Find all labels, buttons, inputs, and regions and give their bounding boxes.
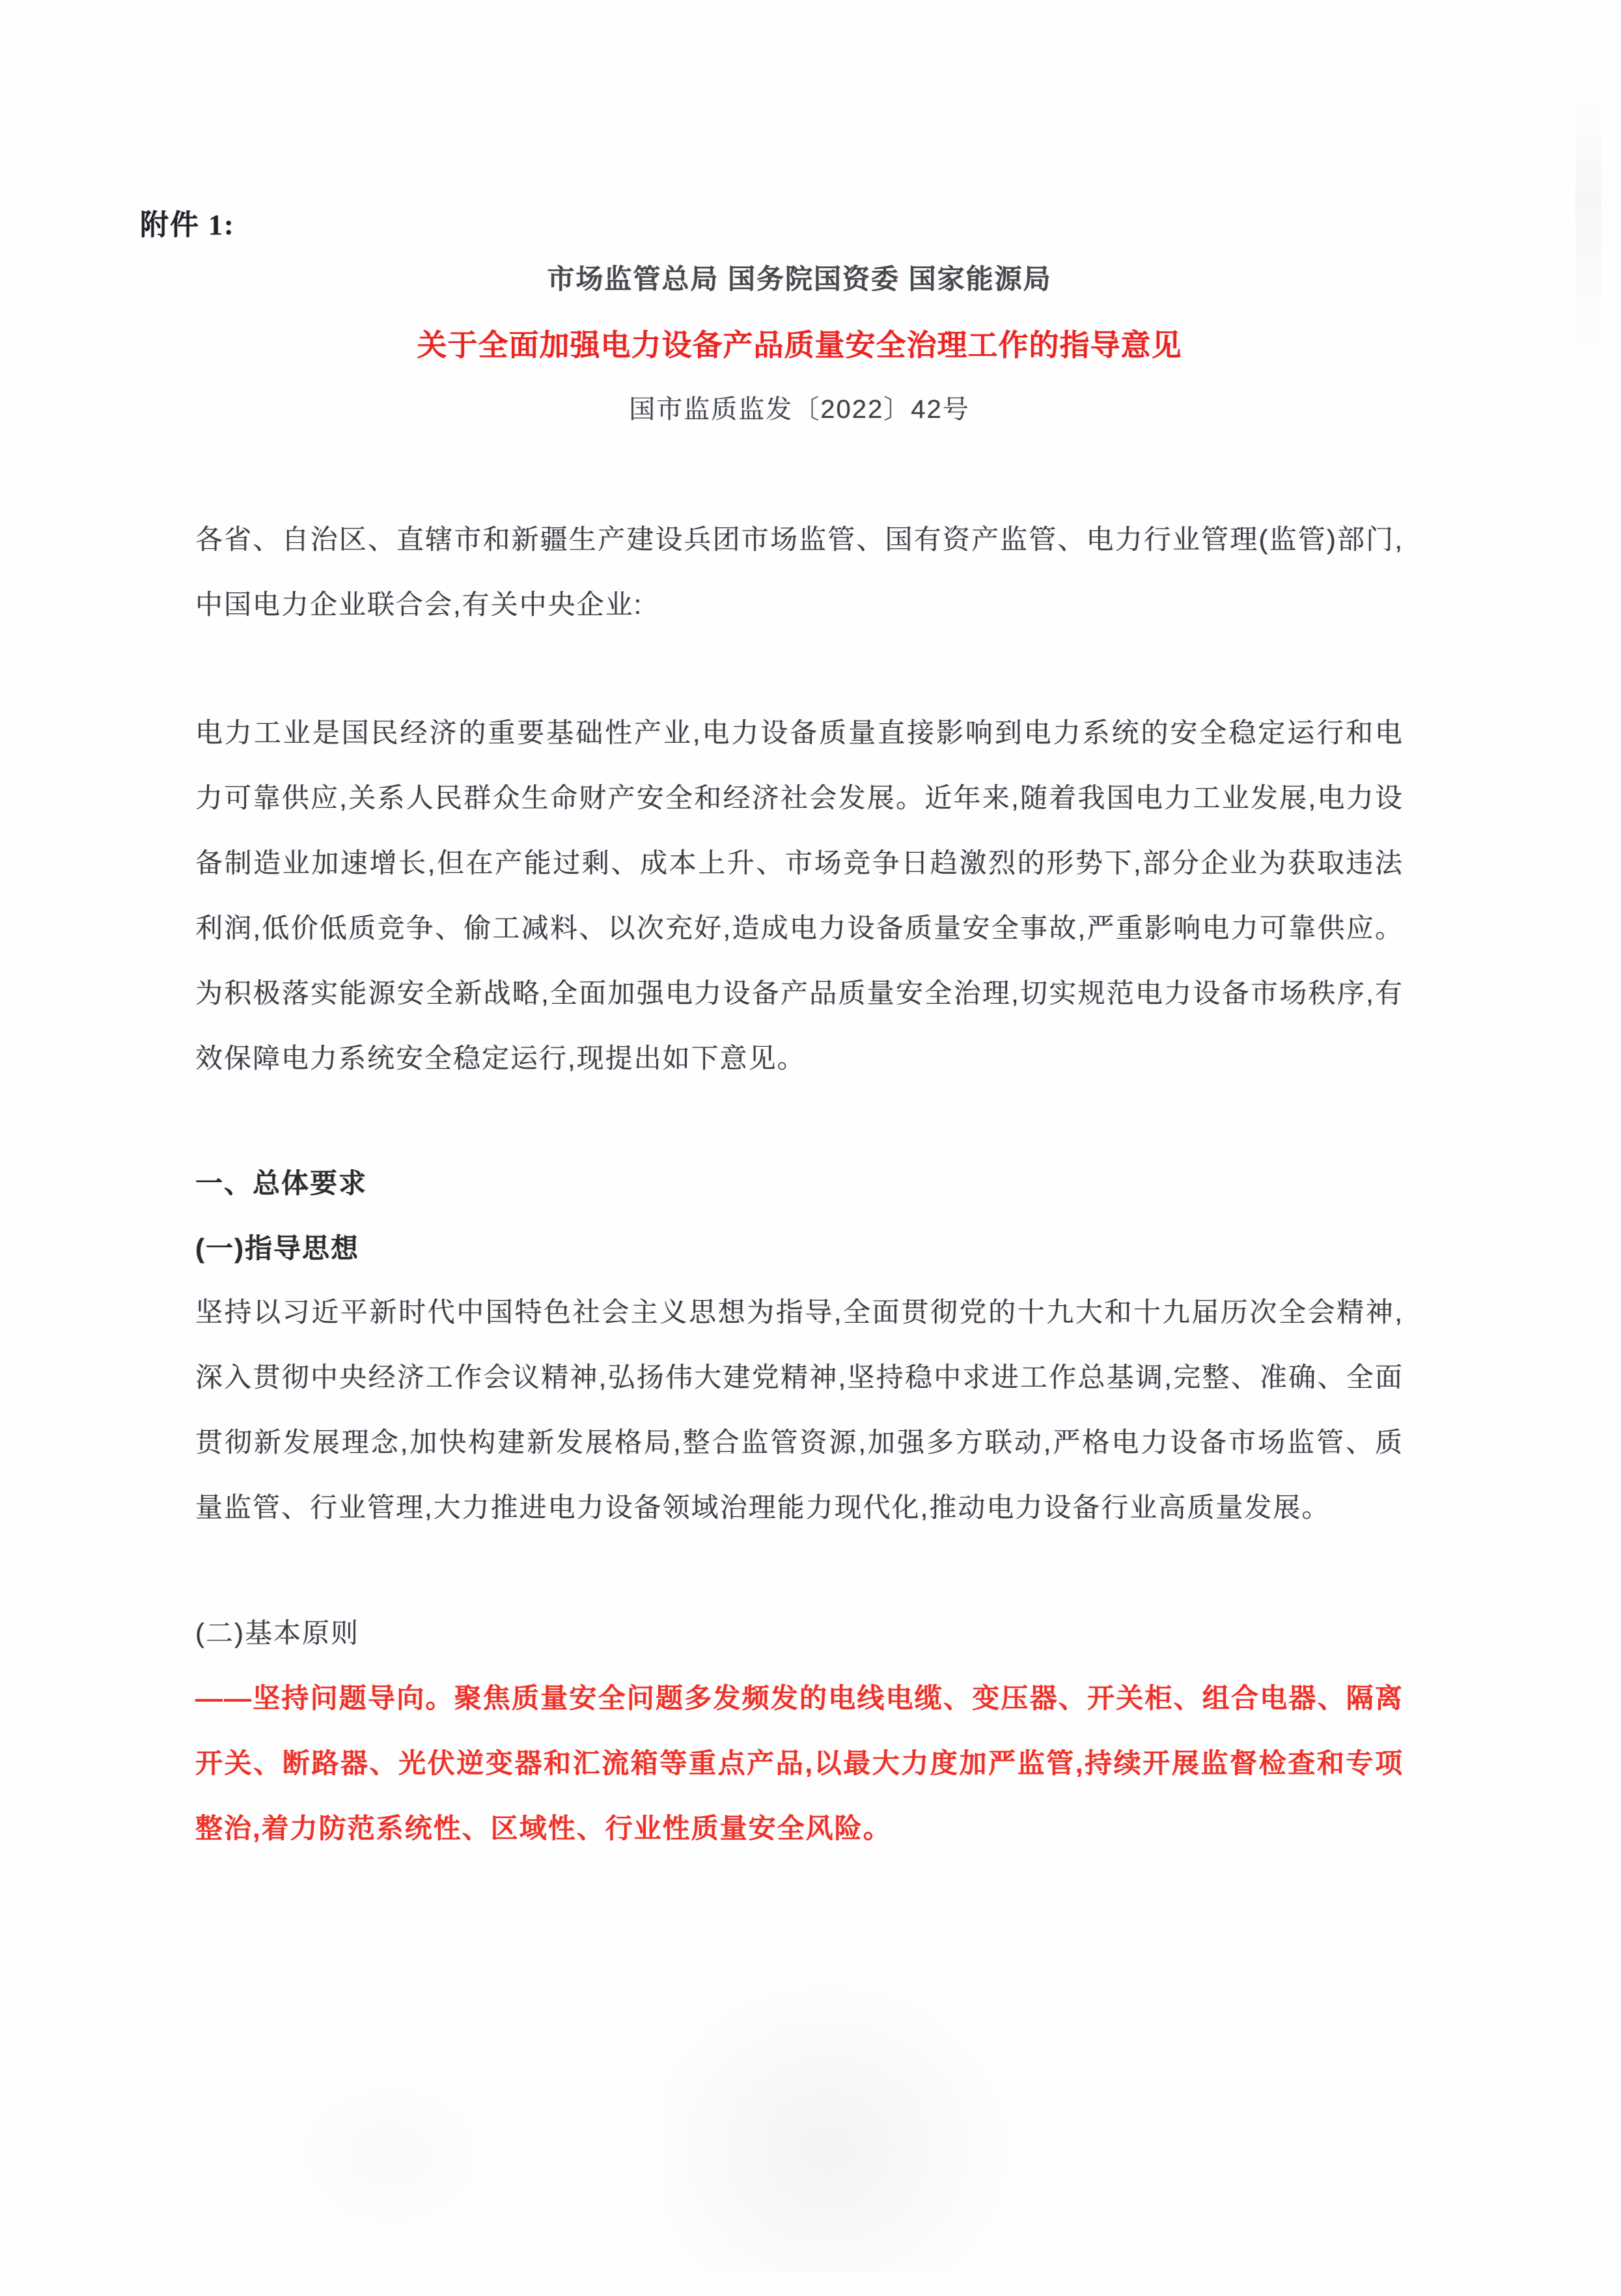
scan-artifact-bottom-left: [280, 2070, 501, 2239]
scan-artifact-bottom: [664, 1966, 1029, 2272]
intro-paragraph: 电力工业是国民经济的重要基础性产业,电力设备质量直接影响到电力系统的安全稳定运行和电力可靠供应,关系人民群众生命财产安全和经济社会发展。近年来,随着我国电力工业发展,电力设备制造业加速增长,但在产能过剩、成本上升、市场竞争日趋激烈的形势下,部分企业为获取违法利润,低价低质竞争、偷工减料、以次充好,造成电力设备质量安全事故,严重影响电力可靠供应。为积极落实能源安全新战略,全面加强电力设备产品质量安全治理,切实规范电力设备市场秩序,有效保障电力系统安全稳定运行,现提出如下意见。: [195, 717, 1404, 1073]
document-number: 国市监质监发〔2022〕42号: [629, 395, 970, 424]
attachment-label: 附件 1:: [140, 209, 235, 241]
section-1-sub-2-heading: (二)基本原则: [195, 1618, 359, 1648]
scan-artifact-right-edge: [1575, 91, 1601, 365]
principle-problem-orientation-paragraph: ——坚持问题导向。聚焦质量安全问题多发频发的电线电缆、变压器、开关柜、组合电器、隔离开关、断路器、光伏逆变器和汇流箱等重点产品,以最大力度加严监管,持续开展监督检查和专项整治,着力防范系统性、区域性、行业性质量安全风险。: [195, 1683, 1404, 1844]
document-title: 关于全面加强电力设备产品质量安全治理工作的指导意见: [417, 328, 1182, 362]
salutation-paragraph: 各省、自治区、直辖市和新疆生产建设兵团市场监管、国有资产监管、电力行业管理(监管)部门,中国电力企业联合会,有关中央企业:: [195, 524, 1404, 620]
section-1-sub-1-heading: (一)指导思想: [195, 1233, 359, 1264]
section-1-heading: 一、总体要求: [195, 1168, 368, 1198]
document-body: [195, 0, 1404, 1861]
guiding-ideology-paragraph: 坚持以习近平新时代中国特色社会主义思想为指导,全面贯彻党的十九大和十九届历次全会精神,深入贯彻中央经济工作会议精神,弘扬伟大建党精神,坚持稳中求进工作总基调,完整、准确、全面贯彻新发展理念,加快构建新发展格局,整合监管资源,加强多方联动,严格电力设备市场监管、质量监管、行业管理,大力推进电力设备领域治理能力现代化,推动电力设备行业高质量发展。: [195, 1297, 1404, 1523]
issuing-agencies-line: 市场监管总局 国务院国资委 国家能源局: [547, 264, 1052, 294]
